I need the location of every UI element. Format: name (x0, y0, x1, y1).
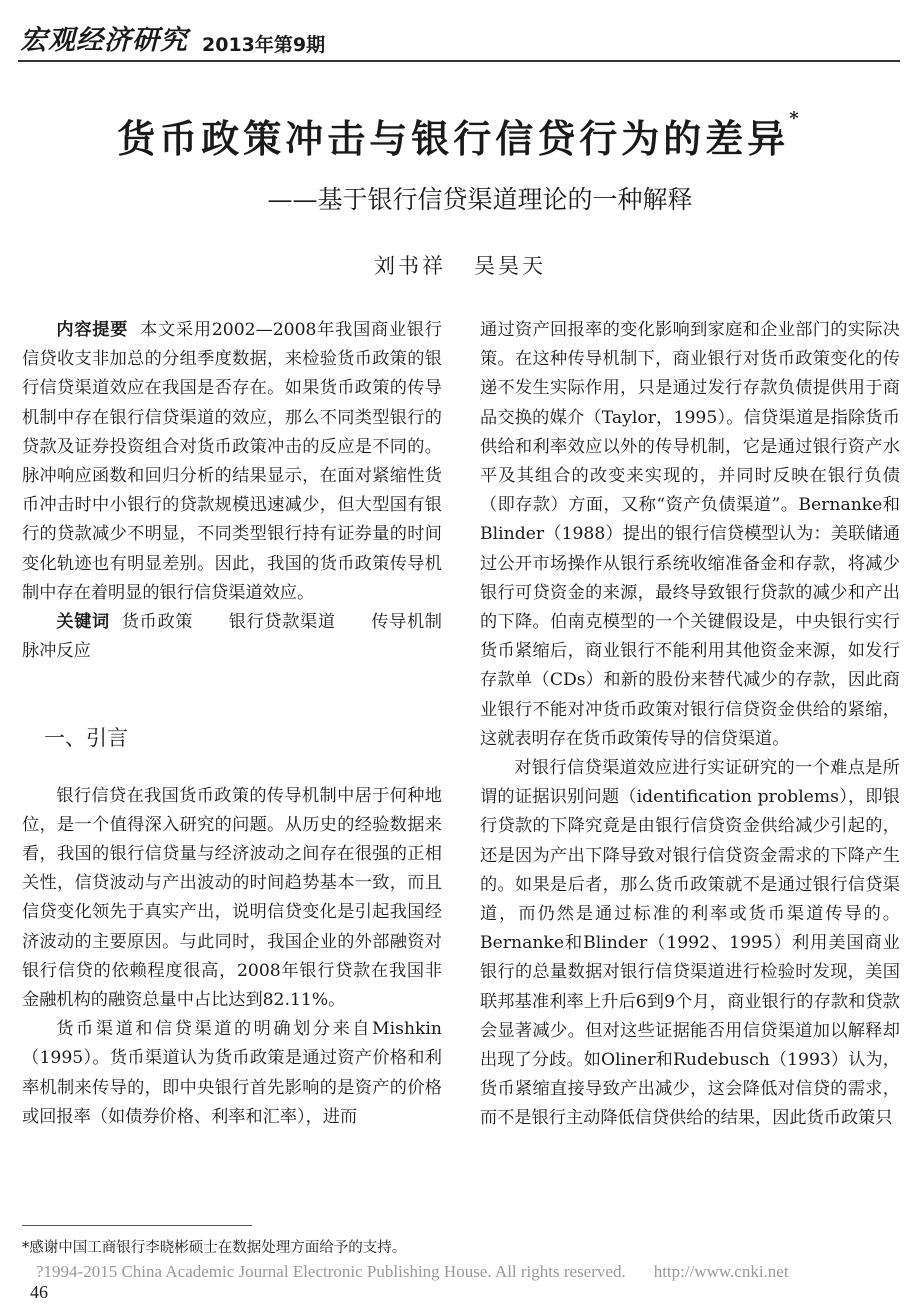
copyright-text: ?1994-2015 China Academic Journal Electronic Publishing House. All rights reserved. (36, 1262, 626, 1281)
keywords (22, 608, 442, 666)
title-text: 货币政策冲击与银行信贷行为的差异 (117, 116, 790, 161)
keyword: 传导机制 (371, 612, 442, 633)
abstract-text: 本文采用2002—2008年我国商业银行信贷收支非加总的分组季度数据，来检验货币政策的银行信贷渠道效应在我国是否存在。如果货币政策的传导机制中存在银行信贷渠道的效应，那么不同类型银行的贷款及证券投资组合对货币政策冲击的反应是不同的。脉冲响应函数和回归分析的结果显示，在面对紧缩性货币冲击时中小银行的贷款规模迅速减少，但大型国有银行的贷款减少不明显，不同类型银行持有证券量的时间变化轨迹也有明显差别。因此，我国的货币政策传导机制中存在着明显的银行信贷渠道效应。 (22, 320, 442, 603)
footnote: *感谢中国工商银行李晓彬硕士在数据处理方面给予的支持。 (22, 1240, 407, 1256)
article-title (0, 108, 920, 163)
abstract (22, 316, 442, 608)
paragraph: 银行信贷在我国货币政策的传导机制中居于何种地位，是一个值得深入研究的问题。从历史的经验数据来看，我国的银行信贷量与经济波动之间存在很强的正相关性，信贷波动与产出波动的时间趋势基本一致，而且信贷变化领先于真实产出，说明信贷变化是引起我国经济波动的主要原因。与此同时，我国企业的外部融资对银行信贷的依赖程度很高，2008年银行贷款在我国非金融机构的融资总量中占比达到82.11%。 (22, 785, 442, 1011)
paragraph: 通过资产回报率的变化影响到家庭和企业部门的实际决策。在这种传导机制下，商业银行对货币政策变化的传递不发生实际作用，只是通过发行存款负债提供用于商品交换的媒介（Taylor，1995）。信贷渠道是指除货币供给和利率效应以外的传导机制，它是通过银行资产水平及其组合的改变来实现的，并同时反映在银行负债（即存款）方面，又称“资产负债渠道”。Bernanke和Blinder（1988）提出的银行信贷模型认为：美联储通过公开市场操作从银行系统收缩准备金和存款，将减少银行可贷资金的来源，最终导致银行贷款的减少和产出的下降。伯南克模型的一个关键假设是，中央银行实行货币紧缩后，商业银行不能利用其他资金来源，如发行存款单（CDs）和新的股份来替代减少的存款，因此商业银行不能对冲货币政策对银行信贷资金供给的紧缩，这就表明存在货币政策传导的信贷渠道。 (480, 320, 900, 749)
abstract-label: 内容提要 (56, 320, 129, 340)
journal-name: 宏观经济研究 (20, 25, 188, 56)
left-column (22, 316, 442, 1132)
author: 吴昊天 (474, 254, 546, 278)
keyword: 脉冲反应 (22, 641, 91, 662)
cnki-url[interactable]: http://www.cnki.net (653, 1262, 789, 1281)
keyword: 银行贷款渠道 (228, 612, 336, 633)
author: 刘书祥 (374, 254, 446, 278)
keyword: 货币政策 (121, 612, 194, 633)
right-column (480, 316, 900, 1134)
title-footnote-mark: * (789, 108, 803, 129)
copyright-watermark (36, 1262, 789, 1282)
header-rule (18, 60, 900, 62)
footnote-rule (22, 1225, 252, 1226)
keywords-label: 关键词 (56, 612, 110, 633)
running-header (20, 18, 325, 57)
issue-label: 2013年第9期 (202, 34, 326, 56)
page-number: 46 (30, 1282, 48, 1302)
authors (0, 250, 920, 280)
article-subtitle: ——基于银行信贷渠道理论的一种解释 (267, 185, 693, 214)
paragraph: 货币渠道和信贷渠道的明确划分来自Mishkin（1995）。货币渠道认为货币政策是通过资产价格和利率机制来传导的，即中央银行首先影响的是资产的价格或回报率（如债券价格、利率和汇率），进而 (22, 1019, 442, 1127)
section-heading: 一、引言 (44, 726, 128, 751)
paragraph: 对银行信贷渠道效应进行实证研究的一个难点是所谓的证据识别问题（identification problems），即银行贷款的下降究竟是由银行信贷资金供给减少引起的，还是因为产出下降导致对银行信贷资金需求的下降产生的。如果是后者，那么货币政策就不是通过银行信贷渠道，而仍然是通过标准的利率或货币渠道传导的。Bernanke和Blinder（1992、1995）利用美国商业银行的总量数据对银行信贷渠道进行检验时发现，美国联邦基准利率上升后6到9个月，商业银行的存款和贷款会显著减少。但对这些证据能否用信贷渠道加以解释却出现了分歧。如Oliner和Rudebusch（1993）认为，货币紧缩直接导致产出减少，这会降低对信贷的需求，而不是银行主动降低信贷供给的结果，因此货币政策只 (480, 758, 900, 1129)
